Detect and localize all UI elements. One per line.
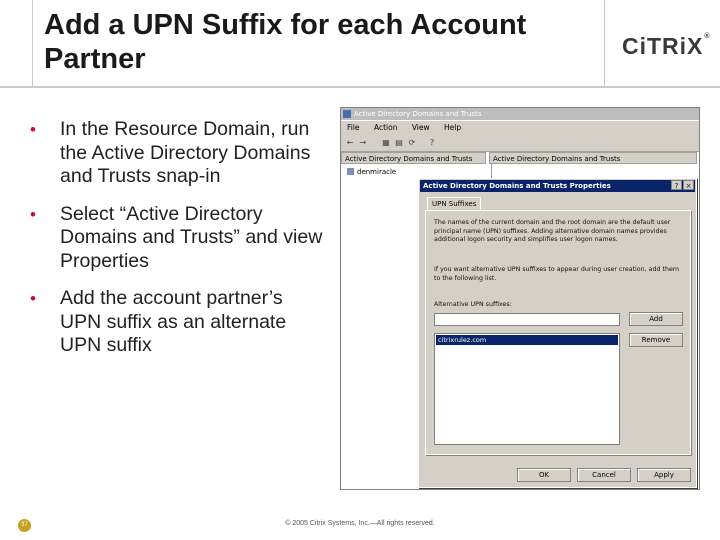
menu-view[interactable]: View (411, 123, 430, 132)
bullet-item (28, 287, 323, 358)
header-rule (0, 86, 720, 88)
screenshot (340, 107, 700, 490)
apply-button[interactable]: Apply (637, 468, 691, 482)
properties-icon[interactable]: ▤ (395, 138, 403, 147)
dialog-close-button[interactable]: × (683, 180, 694, 190)
page-number: 37 (18, 519, 31, 532)
citrix-logo (622, 33, 711, 60)
app-title-text: Active Directory Domains and Trusts (354, 110, 482, 118)
help-icon[interactable]: ? (429, 138, 435, 147)
properties-dialog (418, 178, 697, 488)
bullet-dot: • (30, 289, 36, 308)
bullet-list (28, 118, 323, 372)
menu-help[interactable]: Help (444, 123, 462, 132)
upn-description: The names of the current domain and the root domain are the default user principal name (UPN) suffixes. Adding alternative domain names provides additional logon security and simplifies user logon names. (434, 219, 671, 243)
cancel-button[interactable]: Cancel (577, 468, 631, 482)
header-vertical-rule-right (604, 0, 605, 86)
footer-copyright: © 2005 Citrix Systems, Inc.—All rights reserved. (285, 520, 435, 527)
app-title-bar (341, 108, 699, 120)
field-label: Alternative UPN suffixes: (434, 301, 512, 308)
upn-suffix-input[interactable] (434, 313, 620, 326)
header-vertical-rule-left (32, 0, 33, 86)
menu-file[interactable]: File (347, 123, 360, 132)
bullet-item (28, 203, 323, 274)
upn-suffix-list[interactable] (434, 333, 620, 445)
menubar (341, 121, 699, 135)
slide-title: Add a UPN Suffix for each Account Partner (44, 9, 527, 75)
tree-header: Active Directory Domains and Trusts (341, 152, 486, 164)
right-pane-header: Active Directory Domains and Trusts (489, 152, 697, 164)
bullet-text: Add the account partner’s UPN suffix as an alternate UPN suffix (60, 287, 287, 356)
dialog-title: Active Directory Domains and Trusts Properties (420, 180, 695, 192)
tree-item-label: denmiracle (357, 168, 397, 176)
menu-action[interactable]: Action (373, 123, 398, 132)
tab-upn-suffixes[interactable]: UPN Suffixes (427, 197, 481, 211)
refresh-icon[interactable]: ⟳ (408, 138, 416, 147)
bullet-text: Select “Active Directory Domains and Trusts” and view Properties (60, 202, 323, 272)
ok-button[interactable]: OK (517, 468, 571, 482)
bullet-item (28, 118, 323, 189)
tree-item-domain[interactable] (347, 168, 396, 176)
dialog-help-button[interactable]: ? (671, 180, 682, 190)
forward-icon[interactable]: → (359, 138, 367, 147)
bullet-dot: • (30, 120, 36, 139)
logo-mark: ® (704, 33, 711, 40)
mmc-app-icon (343, 110, 351, 118)
toolbar (341, 135, 699, 152)
remove-button[interactable]: Remove (629, 333, 683, 347)
add-button[interactable]: Add (629, 312, 683, 326)
console-tree-icon[interactable]: ▦ (382, 138, 390, 147)
tab-body (425, 210, 691, 455)
bullet-text: In the Resource Domain, run the Active Directory Domains and Trusts snap-in (60, 118, 311, 187)
bullet-dot: • (30, 204, 36, 224)
upn-instructions: If you want alternative UPN suffixes to appear during user creation, add them to the following list. (434, 266, 679, 282)
back-icon[interactable]: ← (346, 138, 354, 147)
logo-text: CiTRiX (622, 33, 704, 59)
list-item-selected[interactable]: citrixrulez.com (436, 335, 618, 345)
domain-icon (347, 168, 354, 175)
